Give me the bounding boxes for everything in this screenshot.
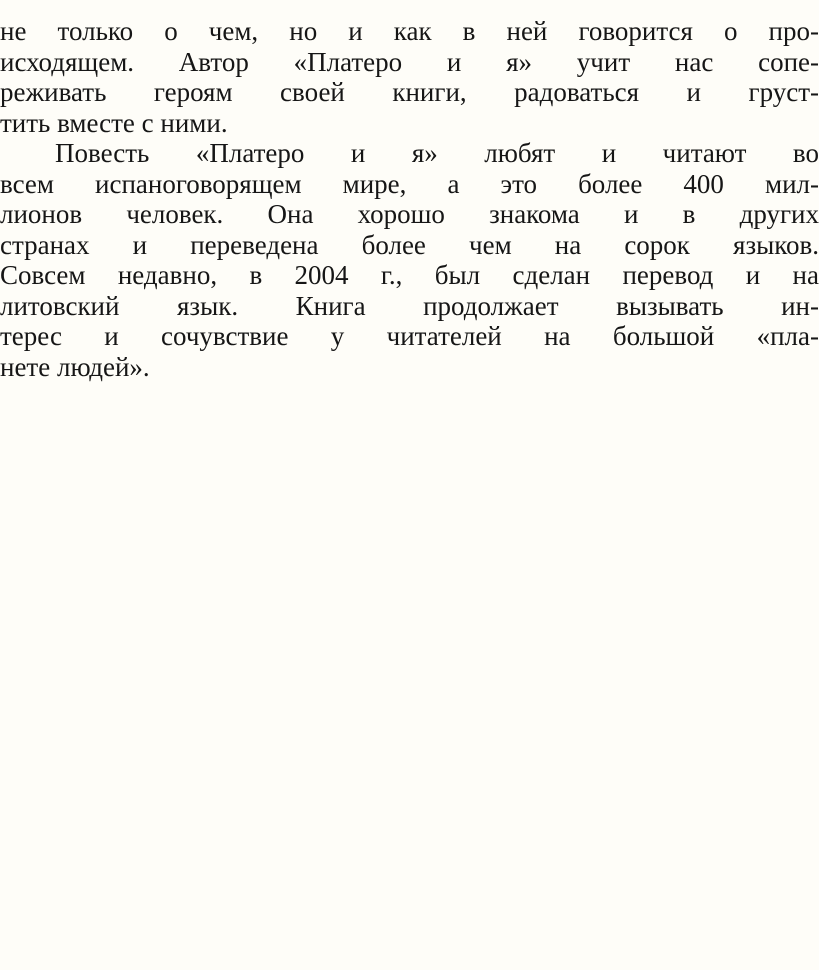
paragraph-1	[0, 16, 819, 138]
text-line: Повесть «Платеро и я» любят и читают во	[55, 138, 819, 168]
text-line: лионов человек. Она хорошо знакома и в других	[0, 199, 819, 229]
text-line: Совсем недавно, в 2004 г., был сделан перевод и на	[0, 260, 819, 290]
text-line: тить вместе с ними.	[0, 107, 228, 138]
text-line: странах и переведена более чем на сорок языков.	[0, 229, 819, 260]
text-line: всем испаноговорящем мире, а это более 400 мил-	[0, 168, 819, 199]
text-line: реживать героям своей книги, радоваться и груст-	[0, 77, 819, 107]
text-line: исходящем. Автор «Платеро и я» учит нас сопе-	[0, 46, 819, 77]
paragraph-2	[0, 138, 819, 382]
body-text	[0, 16, 819, 382]
text-line: не только о чем, но и как в ней говорится о про-	[0, 16, 819, 46]
text-line: терес и сочувствие у читателей на большой «пла-	[0, 321, 819, 351]
text-line: литовский язык. Книга продолжает вызывать ин-	[0, 290, 819, 321]
text-line: нете людей».	[0, 351, 150, 382]
